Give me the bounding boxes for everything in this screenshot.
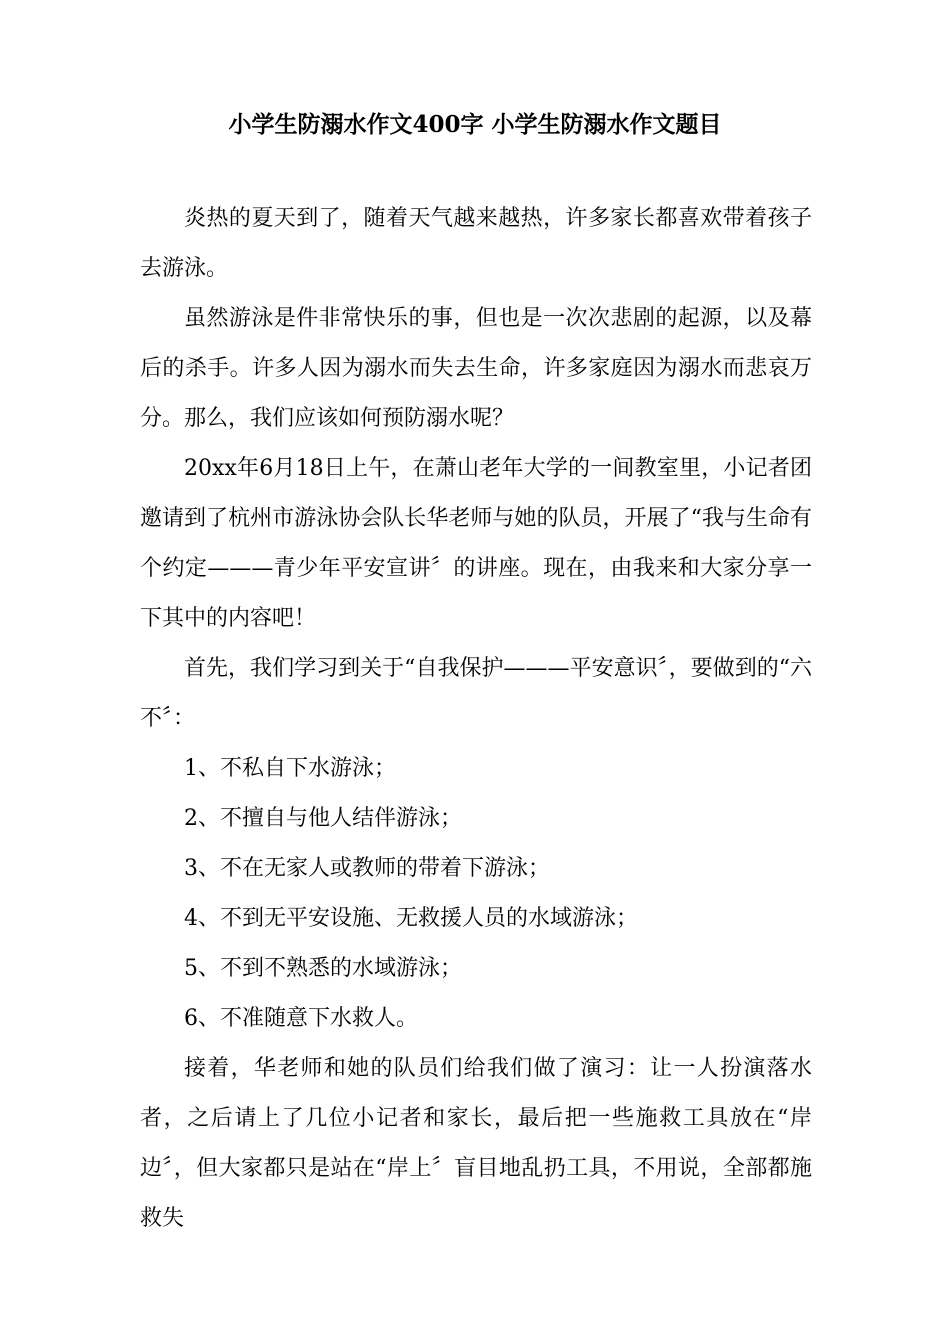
list-item-rule-6: 6、不准随意下水救人。: [184, 1006, 418, 1031]
paragraph-danger: 虽然游泳是件非常快乐的事，但也是一次次悲剧的起源，以及幕后的杀手。许多人因为溺水而失去生命，许多家庭因为溺水而悲哀万分。那么，我们应该如何预防溺水呢？: [140, 306, 812, 431]
document-body: [140, 194, 812, 1244]
list-item-rule-3: 3、不在无家人或教师的带着下游泳；: [184, 856, 550, 881]
paragraph-drill: 接着，华老师和她的队员们给我们做了演习：让一人扮演落水者，之后请上了几位小记者和家长，最后把一些施救工具放在“岸边〞，但大家都只是站在“岸上〞盲目地乱扔工具，不用说，全部都施救失: [140, 1056, 812, 1231]
paragraph-event: 20xx年6月18日上午，在萧山老年大学的一间教室里，小记者团邀请到了杭州市游泳协会队长华老师与她的队员，开展了“我与生命有个约定———青少年平安宣讲〞的讲座。现在，由我来和大家分享一下其中的内容吧！: [140, 456, 812, 631]
list-item-rule-4: 4、不到无平安设施、无救援人员的水域游泳；: [184, 906, 638, 931]
list-item-rule-5: 5、不到不熟悉的水域游泳；: [184, 956, 462, 981]
list-item-rule-1: 1、不私自下水游泳；: [184, 756, 396, 781]
list-item-rule-2: 2、不擅自与他人结伴游泳；: [184, 806, 462, 831]
document-title: 小学生防溺水作文400字 小学生防溺水作文题目: [228, 111, 722, 138]
paragraph-six-rules-intro: 首先，我们学习到关于“自我保护———平安意识〞，要做到的“六不〞：: [140, 656, 812, 731]
paragraph-intro: 炎热的夏天到了，随着天气越来越热，许多家长都喜欢带着孩子去游泳。: [140, 206, 812, 281]
